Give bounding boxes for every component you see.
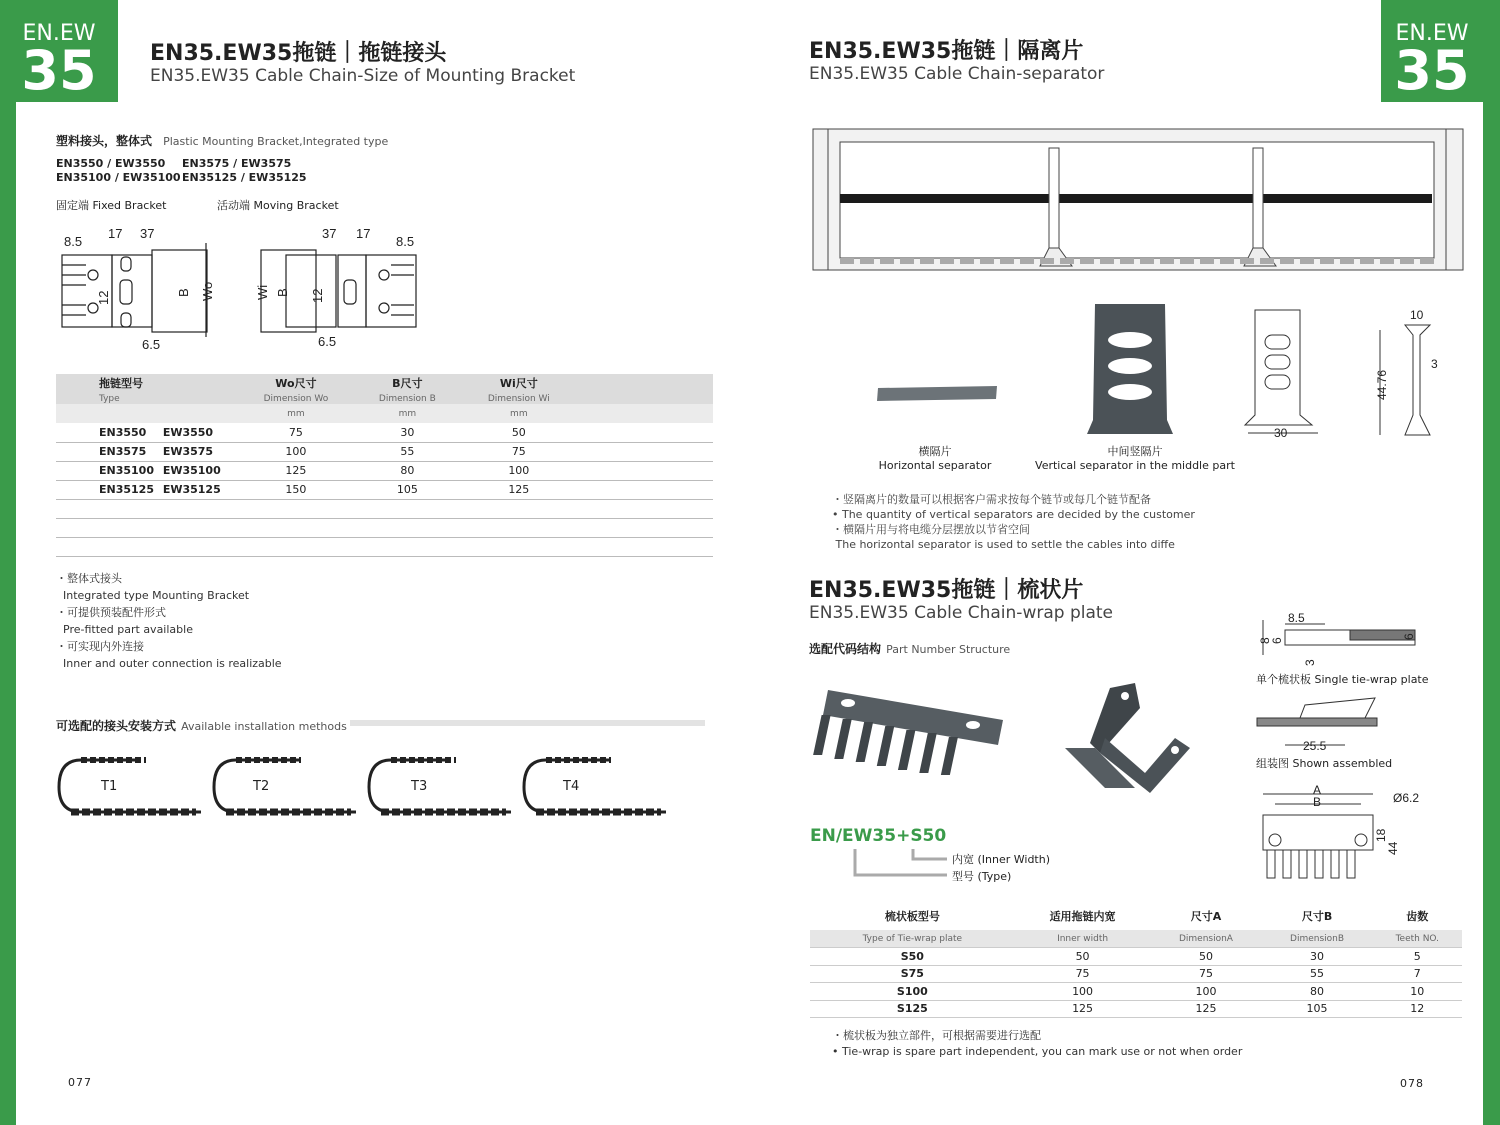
model: EN35100 / EW35100: [56, 171, 181, 184]
series-badge-right: [1381, 0, 1483, 102]
model: EN3550 / EW3550: [56, 157, 166, 170]
header: 尺寸A: [1190, 910, 1222, 923]
moving-bracket-label: 活动端 Moving Bracket: [217, 199, 339, 212]
note: ・横隔片用与将电缆分层摆放以节省空间: [832, 523, 1030, 536]
svg-text:Wo: Wo: [200, 281, 215, 301]
table-row: [810, 1000, 1462, 1018]
table-cell: 150: [240, 480, 351, 499]
fixed-bracket-label: 固定端 Fixed Bracket: [56, 199, 167, 212]
table-cell: 125: [240, 461, 351, 480]
empty-row: [56, 499, 713, 518]
page-subtitle: EN35.EW35 Cable Chain-Size of Mounting Bracket: [150, 66, 576, 86]
code-inner-width-label: 内宽 (Inner Width): [952, 853, 1051, 866]
assembled-drawing: [1255, 690, 1385, 752]
table-cell: 10: [1373, 983, 1462, 1001]
header-en: DimensionB: [1262, 930, 1373, 948]
svg-text:8.5: 8.5: [64, 234, 83, 249]
page-number: 078: [1400, 1077, 1424, 1090]
table-cell: 80: [1262, 983, 1373, 1001]
table-cell: 5: [1373, 948, 1462, 966]
svg-text:12: 12: [310, 288, 325, 303]
svg-text:18: 18: [1374, 828, 1388, 842]
svg-text:6: 6: [1402, 633, 1416, 640]
vertical-separator-caption: [1030, 445, 1240, 473]
section-subtitle: EN35.EW35 Cable Chain-wrap plate: [809, 603, 1113, 623]
svg-text:Wi: Wi: [255, 284, 270, 300]
cable-chain-icon: [521, 752, 671, 822]
section-cn: 塑料接头，整体式: [56, 134, 153, 148]
table-cell: 100: [463, 461, 574, 480]
note: ・梳状板为独立部件，可根据需要进行选配: [832, 1029, 1041, 1042]
table-cell: EW3575: [163, 442, 240, 461]
svg-text:8.5: 8.5: [1288, 611, 1305, 625]
tie-wrap-plate-image: [808, 685, 1008, 790]
svg-text:A: A: [1313, 783, 1322, 797]
table-cell: 12: [1373, 1000, 1462, 1018]
table-cell: 75: [1150, 965, 1261, 983]
header-en: DimensionA: [1150, 930, 1261, 948]
install-label: T4: [563, 779, 580, 794]
unit: mm: [398, 408, 417, 419]
table-cell: 50: [463, 423, 574, 442]
caption-cn: 中间竖隔片: [1107, 445, 1163, 458]
svg-text:37: 37: [322, 226, 337, 241]
model: EN35125 / EW35125: [182, 171, 307, 184]
table-cell: 55: [1262, 965, 1373, 983]
horizontal-separator-caption: [870, 445, 1000, 473]
install-en: Available installation methods: [181, 720, 347, 733]
header-en: Type of Tie-wrap plate: [810, 930, 1015, 948]
svg-text:10: 10: [1410, 308, 1424, 322]
install-method-t3: [366, 752, 516, 826]
tie-wrap-table: [810, 902, 1462, 1018]
header: 拖链型号: [99, 376, 143, 390]
table-cell: 105: [1262, 1000, 1373, 1018]
table-cell: 100: [240, 442, 351, 461]
table-row: [810, 948, 1462, 966]
svg-text:17: 17: [356, 226, 371, 241]
table-cell: 55: [352, 442, 463, 461]
header: B尺寸: [392, 376, 423, 390]
table-cell: S75: [810, 965, 1015, 983]
svg-text:8: 8: [1258, 637, 1272, 644]
section-heading: [56, 130, 388, 149]
table-cell: 30: [1262, 948, 1373, 966]
table-cell: 125: [1150, 1000, 1261, 1018]
table-cell: 50: [1150, 948, 1261, 966]
install-method-t4: [521, 752, 671, 826]
table-cell: 75: [240, 423, 351, 442]
note: The horizontal separator is used to settle the cables into diffe: [832, 538, 1175, 551]
left-edge-strip: [0, 0, 16, 1125]
separator-notes: [832, 492, 1195, 552]
page-number: 077: [68, 1076, 92, 1089]
table-cell: 50: [1015, 948, 1151, 966]
caption-en: Horizontal separator: [878, 459, 992, 472]
table-cell: EN35125: [56, 480, 163, 499]
table-row: [56, 423, 713, 442]
tie-wrap-assembled-image: [1060, 678, 1195, 808]
right-edge-strip: [1483, 0, 1500, 1125]
table-row: [56, 442, 713, 461]
table-row: [810, 965, 1462, 983]
svg-text:25.5: 25.5: [1303, 739, 1327, 752]
svg-text:6.5: 6.5: [318, 334, 337, 349]
install-heading: [56, 715, 347, 734]
header: Wi尺寸: [499, 376, 538, 390]
note: ・可实现内外连接: [56, 640, 144, 653]
series-badge-left: [0, 0, 118, 102]
table-row: [56, 461, 713, 480]
badge-number: 35: [1394, 39, 1470, 102]
empty-row: [56, 518, 713, 537]
table-cell: 75: [1015, 965, 1151, 983]
table-cell: 100: [1015, 983, 1151, 1001]
bracket-drawing: [56, 225, 426, 355]
horizontal-separator-image: [875, 385, 1000, 405]
table-cell: 75: [463, 442, 574, 461]
note: ・可提供预装配件形式: [56, 606, 166, 619]
table-cell: 125: [463, 480, 574, 499]
header-en: Dimension Wi: [487, 393, 550, 404]
svg-text:8.5: 8.5: [396, 234, 415, 249]
svg-text:44: 44: [1386, 841, 1400, 855]
note: • The quantity of vertical separators are decided by the customer: [832, 508, 1195, 521]
badge-series: EN.EW: [22, 21, 96, 46]
install-cn: 可选配的接头安装方式: [56, 719, 177, 733]
section-title: EN35.EW35拖链｜梳状片: [809, 578, 1084, 603]
code-leader-lines: [853, 847, 949, 879]
badge-number: 35: [21, 39, 97, 102]
single-plate-label: 单个梳状板 Single tie-wrap plate: [1256, 673, 1429, 686]
install-method-t2: [211, 752, 361, 826]
note: Inner and outer connection is realizable: [63, 657, 282, 670]
svg-text:17: 17: [108, 226, 123, 241]
install-methods: [56, 752, 671, 826]
table-cell: EW3550: [163, 423, 240, 442]
header: 适用拖链内宽: [1049, 910, 1116, 923]
bracket-dimension-table: [56, 374, 713, 557]
separator-dimension-drawing: [1240, 305, 1450, 445]
table-row: [810, 983, 1462, 1001]
svg-text:44.76: 44.76: [1375, 369, 1389, 400]
model: EN3575 / EW3575: [182, 157, 292, 170]
unit: mm: [510, 408, 528, 419]
single-plate-dimension-drawing: [1255, 610, 1425, 670]
svg-text:6.5: 6.5: [142, 337, 161, 352]
note: Pre-fitted part available: [63, 623, 193, 636]
tie-wrap-notes: [832, 1028, 1242, 1060]
svg-text:6: 6: [1270, 637, 1284, 644]
svg-text:Ø6.2: Ø6.2: [1393, 791, 1420, 805]
table-cell: S50: [810, 948, 1015, 966]
plate-front-drawing: [1255, 780, 1425, 885]
table-cell: EN35100: [56, 461, 163, 480]
table-cell: 7: [1373, 965, 1462, 983]
svg-text:30: 30: [1274, 426, 1288, 440]
install-method-t1: [56, 752, 206, 826]
page-subtitle: EN35.EW35 Cable Chain-separator: [809, 64, 1105, 84]
table-cell: 30: [352, 423, 463, 442]
model-list: [56, 157, 316, 185]
page-title: EN35.EW35拖链｜隔离片: [809, 39, 1084, 64]
separator-assembly-drawing: [812, 128, 1464, 272]
pn-en: Part Number Structure: [886, 643, 1011, 656]
badge-series: EN.EW: [1395, 21, 1469, 46]
svg-text:12: 12: [96, 290, 111, 305]
note: ・竖隔离片的数量可以根据客户需求按每个链节或每几个链节配备: [832, 493, 1151, 506]
assembled-label: 组装图 Shown assembled: [1256, 757, 1393, 770]
svg-text:B: B: [176, 288, 191, 297]
table-cell: EW35125: [163, 480, 240, 499]
header-en: Dimension B: [378, 393, 436, 404]
svg-text:3: 3: [1431, 357, 1438, 371]
svg-text:37: 37: [140, 226, 155, 241]
heading-bar: [350, 720, 705, 726]
bracket-notes: [56, 570, 282, 672]
header: Wo尺寸: [275, 376, 317, 390]
part-number-heading: [809, 638, 1010, 657]
cable-chain-icon: [366, 752, 516, 822]
table-cell: 105: [352, 480, 463, 499]
table-cell: 80: [352, 461, 463, 480]
caption-en: Vertical separator in the middle part: [1035, 459, 1235, 472]
install-label: T2: [253, 779, 270, 794]
page-title: EN35.EW35拖链｜拖链接头: [150, 41, 447, 66]
table-cell: 125: [1015, 1000, 1151, 1018]
header: 齿数: [1406, 910, 1429, 923]
vertical-separator-image: [1085, 300, 1175, 438]
svg-text:3: 3: [1303, 659, 1317, 666]
code-type-label: 型号 (Type): [952, 870, 1012, 883]
install-label: T1: [101, 779, 118, 794]
caption-cn: 横隔片: [918, 445, 952, 458]
note: Integrated type Mounting Bracket: [63, 589, 250, 602]
section-en: Plastic Mounting Bracket,Integrated type: [163, 135, 389, 148]
header: 尺寸B: [1301, 910, 1333, 923]
header-en: Type: [99, 393, 120, 404]
table-cell: EN3550: [56, 423, 163, 442]
empty-row: [56, 537, 713, 556]
header: 梳状板型号: [884, 910, 940, 923]
install-label: T3: [411, 779, 428, 794]
pn-cn: 选配代码结构: [809, 642, 882, 656]
svg-text:B: B: [275, 288, 290, 297]
unit: mm: [287, 408, 305, 419]
cable-chain-icon: [211, 752, 361, 822]
svg-text:B: B: [1313, 795, 1322, 809]
table-cell: 100: [1150, 983, 1261, 1001]
header-en: Dimension Wo: [263, 393, 329, 404]
table-cell: EW35100: [163, 461, 240, 480]
header-en: Inner width: [1015, 930, 1151, 948]
table-cell: S100: [810, 983, 1015, 1001]
note: • Tie-wrap is spare part independent, you can mark use or not when order: [832, 1045, 1243, 1058]
cable-chain-icon: [56, 752, 206, 822]
note: ・整体式接头: [56, 572, 122, 585]
table-cell: EN3575: [56, 442, 163, 461]
header-en: Teeth NO.: [1373, 930, 1462, 948]
table-cell: S125: [810, 1000, 1015, 1018]
table-row: [56, 480, 713, 499]
part-code: EN/EW35+S50: [810, 826, 947, 846]
